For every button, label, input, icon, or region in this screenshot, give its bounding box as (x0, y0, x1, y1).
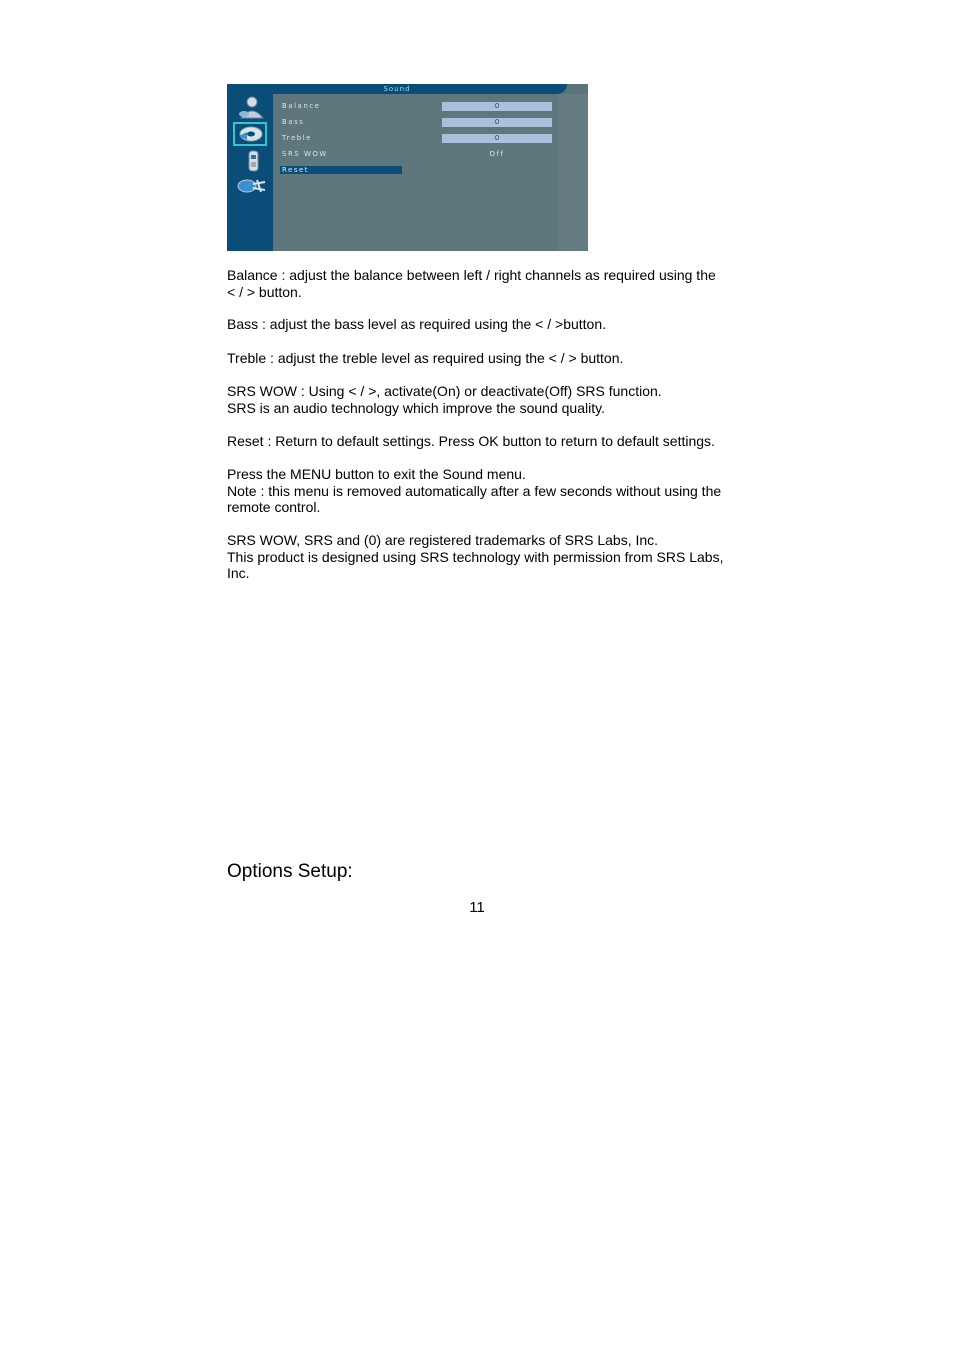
balance-description (227, 267, 747, 300)
treble-description (227, 350, 747, 367)
bass-description (227, 316, 747, 333)
text-line: SRS WOW, SRS and (0) are registered trademarks of SRS Labs, Inc. (227, 532, 659, 548)
row-value: 0 (442, 118, 552, 127)
text-line: Press the MENU button to exit the Sound menu. (227, 466, 526, 482)
srs-description (227, 383, 747, 416)
text-line: SRS is an audio technology which improve the sound quality. (227, 399, 605, 416)
text-line: remote control. (227, 499, 321, 515)
menu-note (227, 466, 747, 516)
text-line: Treble : adjust the treble level as required using the < / > button. (227, 350, 624, 366)
text-line: Bass : adjust the bass level as required using the < / >button. (227, 316, 607, 332)
reset-description (227, 433, 747, 450)
text-line: This product is designed using SRS technology with permission from SRS Labs, (227, 548, 724, 565)
row-value: Off (489, 150, 505, 158)
row-label: Treble (282, 134, 312, 142)
row-label: Bass (282, 118, 305, 126)
menu-sidebar (227, 84, 273, 251)
text-line: < / > button. (227, 283, 302, 300)
timer-icon (233, 149, 267, 173)
satellite-icon (233, 174, 267, 198)
osd-title-bar (227, 84, 567, 94)
text-line: SRS WOW : Using < / >, activate(On) or deactivate(Off) SRS function. (227, 383, 662, 399)
menu-row-bass[interactable] (273, 117, 558, 129)
row-label: Balance (282, 102, 321, 110)
row-value: 0 (442, 102, 552, 111)
menu-row-reset[interactable] (273, 165, 558, 177)
menu-content (273, 94, 558, 251)
text-line: Note : this menu is removed automatically after a few seconds without using the (227, 482, 722, 499)
osd-right-edge (558, 94, 588, 251)
menu-row-treble[interactable] (273, 133, 558, 145)
section-heading: Options Setup: (227, 861, 353, 882)
page-number: 11 (469, 899, 485, 916)
row-value: 0 (442, 134, 552, 143)
sound-disc-icon (233, 122, 267, 146)
trademark-note (227, 532, 747, 582)
menu-row-srs-wow[interactable] (273, 149, 558, 161)
osd-title: Sound (383, 85, 411, 93)
person-icon (233, 96, 267, 120)
row-label: SRS WOW (282, 150, 328, 158)
row-label: Reset (280, 166, 402, 174)
sound-menu-screenshot (227, 84, 588, 251)
text-line: Inc. (227, 565, 250, 581)
text-line: Reset : Return to default settings. Press OK button to return to default settings. (227, 433, 715, 449)
text-line: Balance : adjust the balance between left / right channels as required using the (227, 267, 716, 283)
menu-row-balance[interactable] (273, 101, 558, 113)
